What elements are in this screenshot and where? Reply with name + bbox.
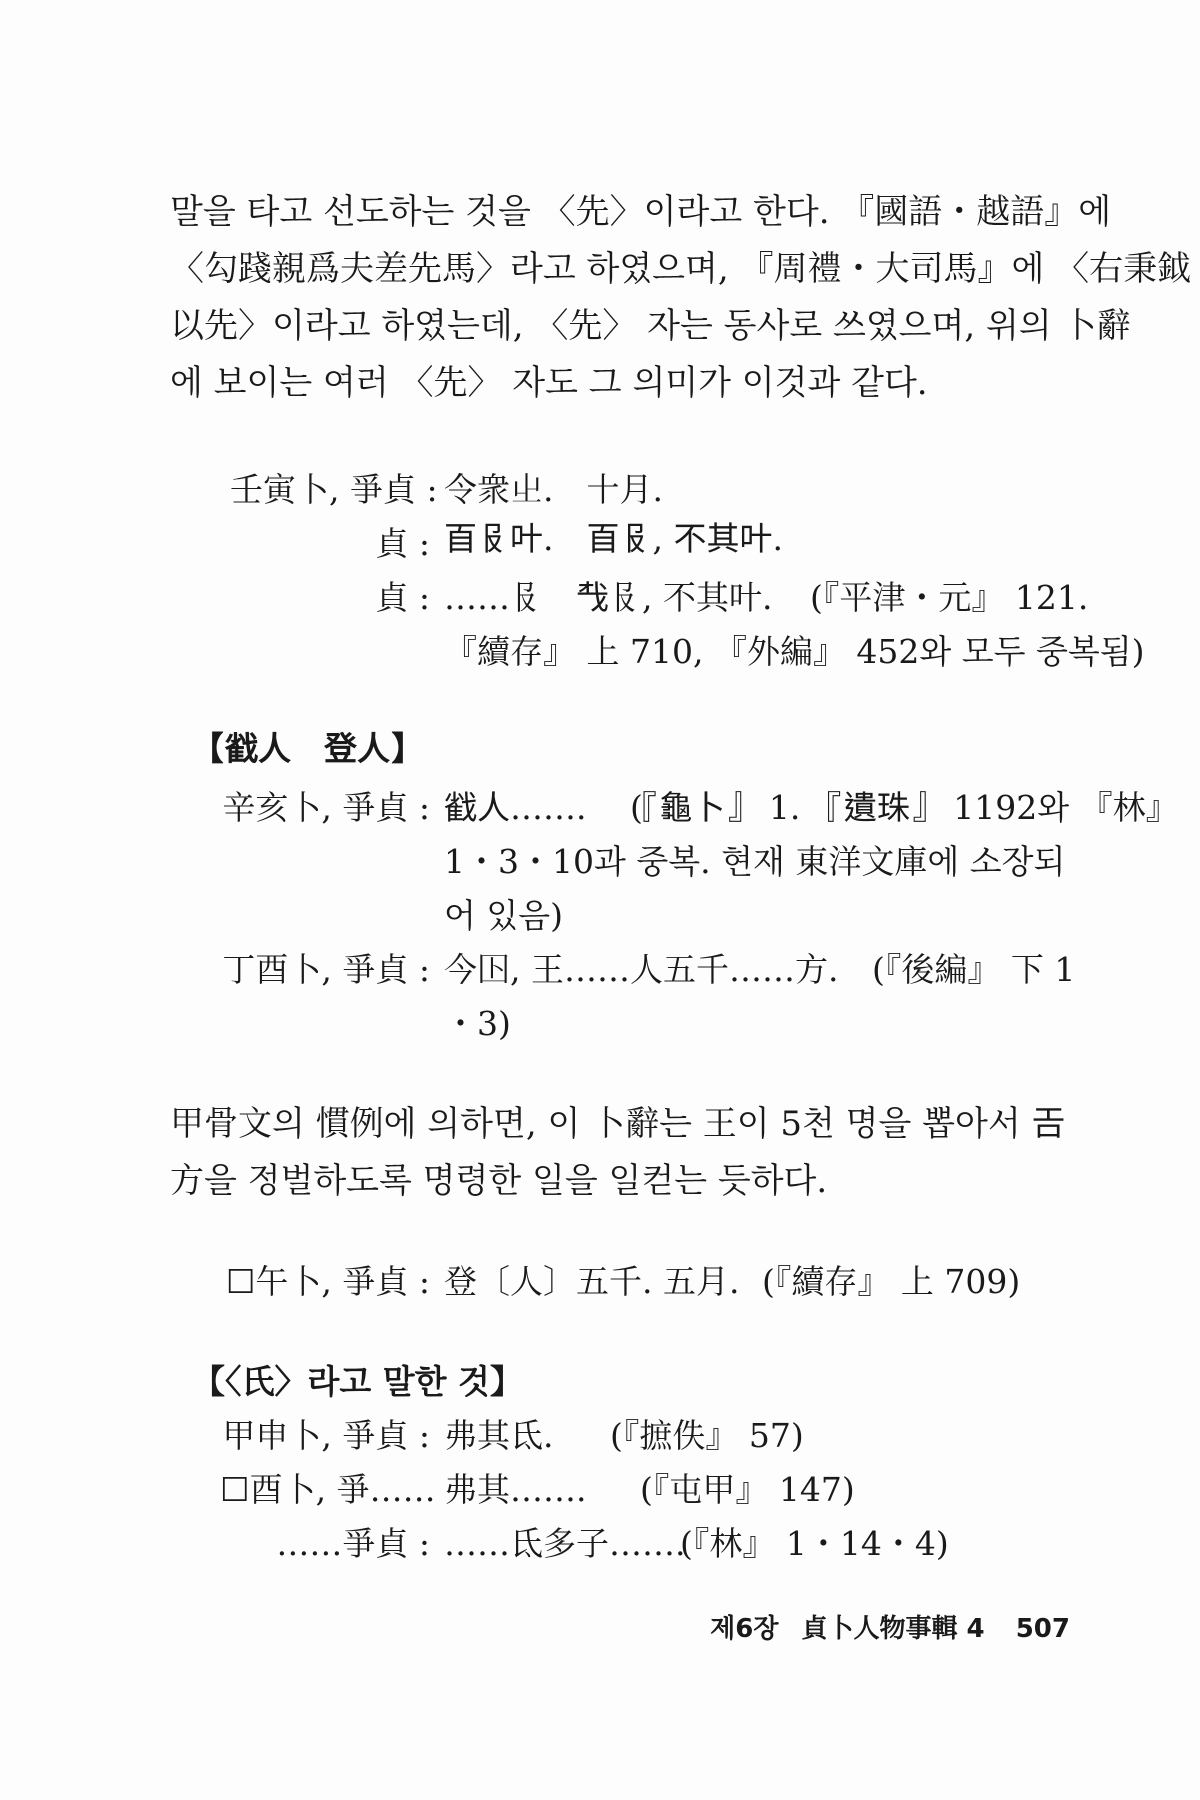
inscription-text: 登〔人〕五千. 五月. — [444, 1262, 740, 1301]
citation: (『摭佚』 57) — [610, 1416, 804, 1455]
citation: 1・3・10과 중복. 현재 東洋文庫에 소장되 — [444, 842, 1066, 881]
citation: (『林』 1・14・4) — [680, 1524, 949, 1563]
text-line: 甲骨文의 慣例에 의하면, 이 卜辭는 王이 5천 명을 뽑아서 𢀛 — [170, 1104, 1066, 1144]
inscription-text: ……氐多子……. — [444, 1524, 686, 1563]
citation: 어 있음) — [444, 896, 563, 935]
inscription-label: 貞 : — [375, 578, 430, 617]
text-line: 에 보이는 여러 〈先〉 자도 그 의미가 이것과 같다. — [170, 363, 928, 403]
citation: 『續存』 上 710, 『外編』 452와 모두 중복됨) — [444, 632, 1145, 671]
inscription-label: ☐午卜, 爭貞 : — [225, 1262, 430, 1301]
inscription-text: 令衆𡳿. 十月. — [444, 470, 663, 509]
inscription-text: 弗其……. — [444, 1470, 587, 1509]
paragraph-explanation — [170, 1096, 1066, 1210]
text-line: 方을 정벌하도록 명령한 일을 일컫는 듯하다. — [170, 1161, 828, 1201]
section-heading: 【〈氏〉라고 말한 것】 — [192, 1362, 523, 1401]
citation: (『後編』 下 1 — [872, 950, 1076, 989]
paragraph-intro — [170, 184, 1192, 412]
inscription-label: ☐酉卜, 爭…… — [220, 1470, 436, 1509]
inscription-label: ……爭貞 : — [276, 1524, 430, 1563]
inscription-label: 貞 : — [375, 524, 430, 563]
chapter-label: 제6장 — [710, 1614, 779, 1644]
text-line: 말을 타고 선도하는 것을 〈先〉이라고 한다. 『國語・越語』에 — [170, 192, 1112, 232]
citation: (『屯甲』 147) — [640, 1470, 855, 1509]
citation: ・3) — [444, 1004, 511, 1043]
inscription-text: 𦣻𠬝叶. 𦣻𠬝, 不其叶. — [444, 519, 783, 558]
page-footer — [700, 1608, 1070, 1645]
inscription-text: 𢧵人……. (『龜卜』 1. 『遺珠』 1192와 『林』 — [444, 788, 1179, 827]
inscription-text: ……𠬝 𢦔𠬝, 不其叶. — [444, 578, 773, 617]
text-line: 〈勾踐親爲夫差先馬〉라고 하였으며, 『周禮・大司馬』에 〈右秉鉞 — [170, 249, 1192, 289]
text-line: 以先〉이라고 하였는데, 〈先〉 자는 동사로 쓰였으며, 위의 卜辭 — [170, 306, 1131, 346]
inscription-text: 弗其氐. — [444, 1416, 554, 1455]
page-number: 507 — [1015, 1614, 1070, 1644]
inscription-label: 壬寅卜, 爭貞 : — [230, 470, 438, 509]
inscription-label: 甲申卜, 爭貞 : — [222, 1416, 430, 1455]
citation: (『續存』 上 709) — [762, 1262, 1021, 1301]
inscription-text: 今𡆥, 王……人五千……方. — [444, 950, 839, 989]
inscription-label: 辛亥卜, 爭貞 : — [222, 788, 430, 827]
inscription-label: 丁酉卜, 爭貞 : — [222, 950, 430, 989]
section-heading: 【𢧵人 登人】 — [192, 729, 423, 768]
running-title: 貞卜人物事輯 4 — [801, 1614, 985, 1644]
citation: (『平津・元』 121. — [810, 578, 1089, 617]
